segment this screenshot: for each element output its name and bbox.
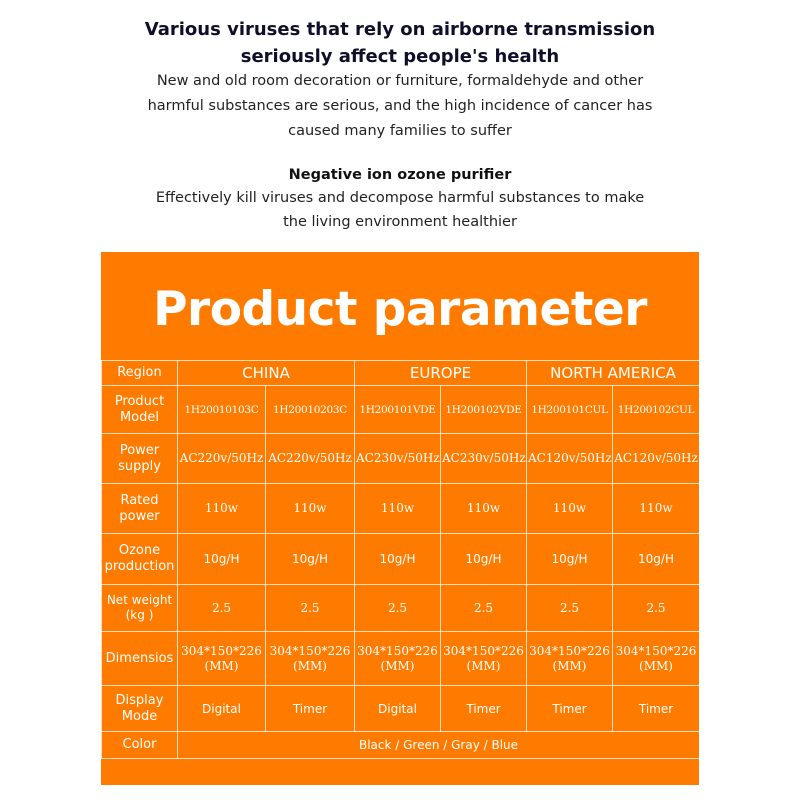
table-cell: 1H200101CUL — [527, 386, 613, 434]
table-cell: 110w — [527, 484, 613, 534]
table-row — [102, 686, 700, 732]
table-cell: 2.5 — [355, 585, 441, 632]
table-cell: Digital — [355, 686, 441, 732]
region-row — [102, 361, 700, 386]
region-label: Region — [102, 361, 178, 386]
table-cell: 2.5 — [527, 585, 613, 632]
table-cell: AC220v/50Hz — [178, 434, 266, 484]
purifier-body-line-1: Effectively kill viruses and decompose harmful substances to make — [155, 190, 645, 206]
table-cell: 2.5 — [266, 585, 355, 632]
row-label-ozone-production: Ozone production — [102, 534, 178, 585]
row-label-color: Color — [102, 732, 178, 759]
table-row — [102, 534, 700, 585]
table-cell: Timer — [527, 686, 613, 732]
purifier-body-line-2: the living environment healthier — [283, 214, 517, 230]
region-north-america: NORTH AMERICA — [527, 361, 700, 386]
table-cell: 110w — [178, 484, 266, 534]
table-cell: AC220v/50Hz — [266, 434, 355, 484]
row-label-product-model: Product Model — [102, 386, 178, 434]
table-cell: AC120v/50Hz — [613, 434, 700, 484]
table-row — [102, 484, 700, 534]
table-cell: 1H200102CUL — [613, 386, 700, 434]
region-china: CHINA — [178, 361, 355, 386]
table-cell: 10g/H — [527, 534, 613, 585]
table-cell: 2.5 — [441, 585, 527, 632]
panel-title: Product parameter — [153, 282, 647, 337]
region-europe: EUROPE — [355, 361, 527, 386]
row-label-net-weight: Net weight (kg ) — [102, 585, 178, 632]
table-cell: 304*150*226 (MM) — [613, 632, 700, 686]
parameter-table — [101, 360, 700, 759]
table-cell: 304*150*226 (MM) — [266, 632, 355, 686]
row-label-rated-power: Rated power — [102, 484, 178, 534]
table-row — [102, 632, 700, 686]
table-cell: 2.5 — [613, 585, 700, 632]
table-cell: 110w — [355, 484, 441, 534]
table-cell: 1H20010103C — [178, 386, 266, 434]
headline-line-2: seriously affect people's health — [240, 46, 560, 67]
table-cell: 304*150*226 (MM) — [178, 632, 266, 686]
table-cell: 1H200101VDE — [355, 386, 441, 434]
row-label-display-mode: Display Mode — [102, 686, 178, 732]
table-cell: Timer — [613, 686, 700, 732]
purifier-subhead: Negative ion ozone purifier — [288, 167, 512, 183]
table-cell: AC120v/50Hz — [527, 434, 613, 484]
color-row — [102, 732, 700, 759]
table-cell: 304*150*226 (MM) — [355, 632, 441, 686]
color-options: Black / Green / Gray / Blue — [178, 732, 700, 759]
table-cell: 110w — [613, 484, 700, 534]
intro-body-line-1: New and old room decoration or furniture, formaldehyde and other — [156, 73, 644, 89]
intro-body-line-3: caused many families to suffer — [288, 123, 512, 139]
table-cell: Digital — [178, 686, 266, 732]
table-cell: 10g/H — [355, 534, 441, 585]
headline-line-1: Various viruses that rely on airborne transmission — [144, 19, 656, 40]
intro-body-line-2: harmful substances are serious, and the high incidence of cancer has — [147, 98, 653, 114]
table-cell: 110w — [441, 484, 527, 534]
table-cell: 10g/H — [178, 534, 266, 585]
table-cell: 10g/H — [441, 534, 527, 585]
table-cell: AC230v/50Hz — [355, 434, 441, 484]
table-row — [102, 386, 700, 434]
table-cell: 110w — [266, 484, 355, 534]
table-cell: 1H200102VDE — [441, 386, 527, 434]
table-cell: Timer — [441, 686, 527, 732]
row-label-dimensions: Dimensios — [102, 632, 178, 686]
table-cell: 304*150*226 (MM) — [527, 632, 613, 686]
table-cell: 2.5 — [178, 585, 266, 632]
table-row — [102, 434, 700, 484]
table-cell: AC230v/50Hz — [441, 434, 527, 484]
table-row — [102, 585, 700, 632]
table-cell: 1H20010203C — [266, 386, 355, 434]
row-label-power-supply: Power supply — [102, 434, 178, 484]
table-cell: 10g/H — [613, 534, 700, 585]
table-cell: 304*150*226 (MM) — [441, 632, 527, 686]
table-cell: Timer — [266, 686, 355, 732]
table-cell: 10g/H — [266, 534, 355, 585]
